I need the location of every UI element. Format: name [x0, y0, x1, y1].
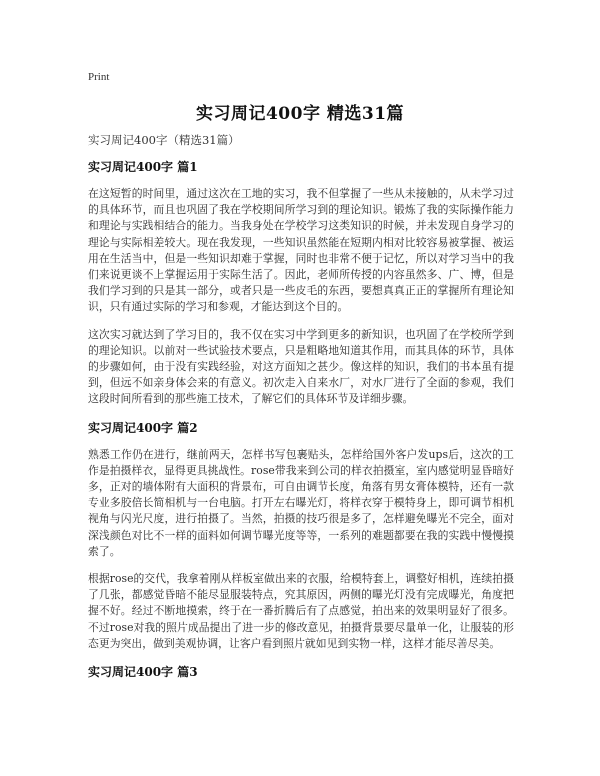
document-title: 实习周记400字 精选31篇 [195, 104, 405, 124]
section-2-paragraph-2: 根据rose的交代，我拿着刚从样板室做出来的衣服，给模特套上，调整好相机，连续拍摄了几张，都感觉昏暗不能尽显服装特点，究其原因，两侧的曝光灯没有完成曝光，角度把握不好。经过不断地摸索，终于在一番折腾后有了点感觉，拍出来的效果明显好了很多。不过rose对我的照片成品提出了进一步的修改意见，拍摄背景要尽量单一化，让服装的形态更为突出，做到美观协调，让客户看到照片就如见到实物一样，这样才能尽善尽美。 [88, 572, 514, 650]
section-1-paragraph-1: 在这短暂的时间里，通过这次在工地的实习，我不但掌握了一些从未接触的，从未学习过的具体环节，而且也巩固了我在学校期间所学习到的理论知识。锻炼了我的实际操作能力和理论与实践相结合的能力。当我身处在学校学习这类知识的时候，并未发现自身学习的理论与实际相差较大。现在我发现，一些知识虽然能在短期内相对比较容易被掌握、被运用在生活当中，但是一些知识却难于掌握，同时也非常不便于记忆，所以对学习当中的我们来说更谈不上掌握运用于实际生活了。因此，老师所传授的内容虽然多、广、博，但是我们学习到的只是其一部分，或者只是一些皮毛的东西，要想真真正正的掌握所有理论知识，只有通过实际的学习和参观，才能达到这个目的。 [88, 187, 514, 314]
section-heading-1: 实习周记400字 篇1 [88, 160, 198, 174]
section-heading-3: 实习周记400字 篇3 [88, 665, 198, 680]
document-subtitle: 实习周记400字（精选31篇） [88, 133, 240, 147]
section-1-paragraph-2: 这次实习就达到了学习目的，我不仅在实习中学到更多的新知识，也巩固了在学校所学到的理论知识。以前对一些试验技术要点，只是粗略地知道其作用，而其具体的环节，具体的步骤如何，由于没有实践经验，对这方面知之甚少。像这样的知识，我们的书本虽有提到，但远不如亲身体会来的有意义。初次走入自来水厂，对水厂进行了全面的参观，我们这段时间所看到的那些施工技术，了解它们的具体环节及详细步骤。 [88, 327, 514, 406]
document-body [88, 160, 514, 691]
section-heading-2: 实习周记400字 篇2 [88, 420, 198, 435]
print-link[interactable]: Print [88, 71, 110, 83]
section-2-paragraph-1: 熟悉工作仍在进行，继前两天，怎样书写包裹贴头，怎样给国外客户发ups后，这次的工作是拍摄样衣，显得更具挑战性。rose带我来到公司的样衣拍摄室，室内感觉明显昏暗好多，正对的墙体附有大面积的背景布，可自由调节长度，角落有男女膏体模特，还有一款专业多胶倍长简相机与一台电脑。打开左右曝光灯，将样衣穿于模特身上，即可调节相机视角与闪光尺度，进行拍摄了。当然，拍摄的技巧很是多了，怎样避免曝光不完全，面对深浅颜色对比不一样的面料如何调节曝光度等等，一系列的难题都要在我的实践中慢慢摸索了。 [88, 447, 514, 558]
